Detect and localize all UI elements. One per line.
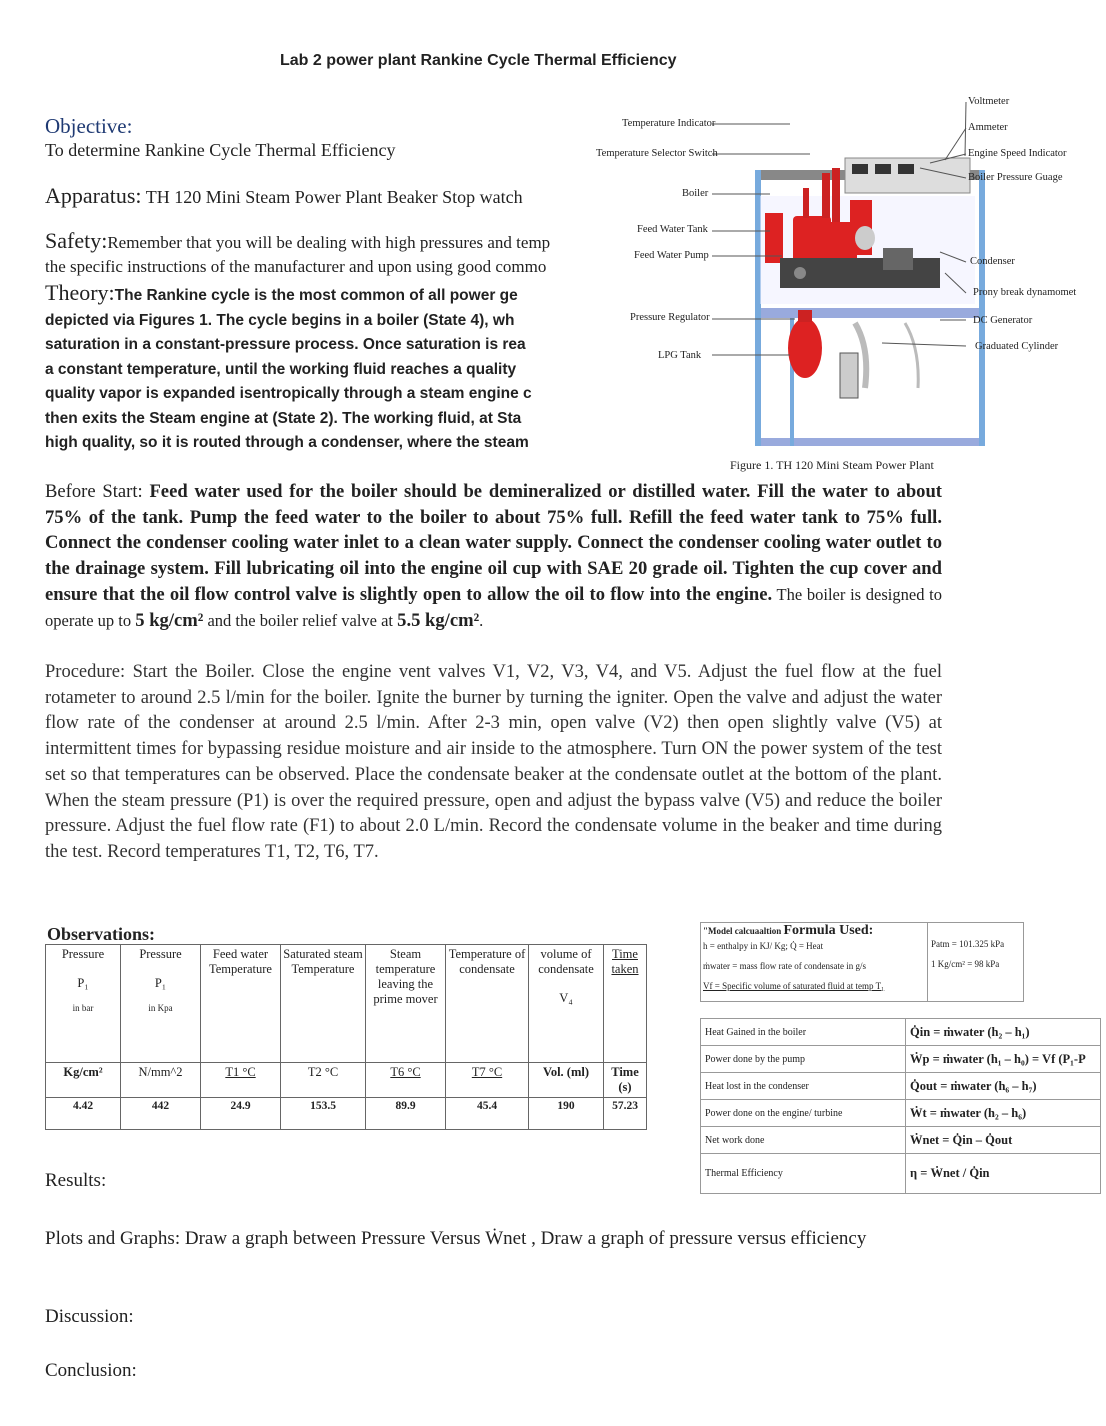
label-engine-speed-indicator: Engine Speed Indicator bbox=[968, 148, 1067, 159]
formula-row: Thermal Efficiency η = Ẇnet / Q̇in bbox=[701, 1154, 1101, 1194]
unit-cell: T7 °C bbox=[446, 1063, 529, 1098]
label-voltmeter: Voltmeter bbox=[968, 96, 1010, 107]
data-cell: 89.9 bbox=[366, 1098, 446, 1130]
steam-plant-illustration bbox=[600, 88, 1106, 460]
unit-cell: Kg/cm² bbox=[46, 1063, 121, 1098]
before-start-note: The boiler is designed to operate up to bbox=[45, 584, 942, 630]
unit-cell: Time (s) bbox=[604, 1063, 647, 1098]
data-cell: 4.42 bbox=[46, 1098, 121, 1130]
label-boiler: Boiler bbox=[682, 188, 709, 199]
before-start-label: Before Start: bbox=[45, 481, 150, 502]
data-cell: 24.9 bbox=[201, 1098, 281, 1130]
data-cell: 442 bbox=[121, 1098, 201, 1130]
header-cell: Feed water Temperature bbox=[201, 945, 281, 1063]
observations-table bbox=[45, 944, 647, 1130]
apparatus-figure bbox=[596, 88, 1106, 460]
theory-section bbox=[45, 281, 600, 456]
theory-line: depicted via Figures 1. The cycle begins in a boiler (State 4), wh bbox=[45, 311, 515, 329]
results-heading: Results: bbox=[45, 1170, 107, 1191]
formula-row: Net work done Ẇnet = Q̇in – Q̇out bbox=[701, 1127, 1101, 1154]
safety-line: Remember that you will be dealing with high pressures and temp bbox=[107, 233, 551, 252]
formula-row: Heat lost in the condenser Q̇out = ṁwater (h₆ – h₇) bbox=[701, 1073, 1101, 1100]
header-cell: Pressure P₁ in bar bbox=[46, 945, 121, 1063]
model-calculation-label: "Model calcuaaltion bbox=[703, 926, 782, 936]
label-temperature-indicator: Temperature Indicator bbox=[622, 118, 716, 129]
before-start-note: and the boiler relief valve at bbox=[203, 610, 398, 630]
unit-cell: Vol. (ml) bbox=[529, 1063, 604, 1098]
unit-cell: T6 °C bbox=[366, 1063, 446, 1098]
theory-heading: Theory: bbox=[45, 281, 115, 305]
label-prony-brake-dynamometer: Prony break dynamomet bbox=[973, 287, 1077, 298]
label-pressure-regulator: Pressure Regulator bbox=[630, 312, 710, 323]
data-cell: 57.23 bbox=[604, 1098, 647, 1130]
label-boiler-pressure-gauge: Boiler Pressure Guage bbox=[968, 172, 1063, 183]
formula-table bbox=[700, 1018, 1101, 1194]
before-start-instructions: Feed water used for the boiler should be demineralized or distilled water. Fill the water to about 75% of the tank. Pump the feed water to the boiler to about 75% full. Refill the feed water tank to 75% full. Connect the condenser cooling water inlet to a clean water supply. Connect the condenser cooling water outlet to the drainage system. Fill lubricating oil into the engine oil cup with SAE 20 grade oil. Tighten the cup cover and ensure that the oil flow control valve is slightly open to allow the oil to flow into the engine. bbox=[45, 481, 943, 605]
before-start-section bbox=[45, 479, 942, 633]
apparatus-text: TH 120 Mini Steam Power Plant Beaker Stop watch bbox=[141, 187, 523, 207]
data-cell: 153.5 bbox=[281, 1098, 366, 1130]
theory-line: then exits the Steam engine at (State 2). The working fluid, at Sta bbox=[45, 409, 522, 427]
plots-instructions: Plots and Graphs: Draw a graph between Pressure Versus Ẇnet , Draw a graph of pressure versus efficiency bbox=[45, 1228, 867, 1249]
label-feed-water-pump: Feed Water Pump bbox=[634, 250, 709, 261]
unit-cell: N/mm^2 bbox=[121, 1063, 201, 1098]
formula-divider bbox=[927, 923, 928, 1001]
conclusion-heading: Conclusion: bbox=[45, 1360, 137, 1381]
formula-definitions bbox=[700, 922, 1024, 1002]
table-header-row bbox=[46, 945, 647, 1063]
header-cell: Saturated steam Temperature bbox=[281, 945, 366, 1063]
label-feed-water-tank: Feed Water Tank bbox=[637, 224, 708, 235]
label-lpg-tank: LPG Tank bbox=[658, 350, 702, 361]
formula-definition: ṁwater = mass flow rate of condensate in g/s bbox=[703, 961, 867, 971]
theory-line: saturation in a constant-pressure process. Once saturation is rea bbox=[45, 336, 526, 353]
objective-heading: Objective: bbox=[45, 114, 133, 138]
formula-row: Heat Gained in the boiler Q̇in = ṁwater (h₂ – h₁) bbox=[701, 1019, 1101, 1046]
formula-definition: Vf = Specific volume of saturated fluid at temp T₁ bbox=[703, 981, 885, 991]
label-graduated-cylinder: Graduated Cylinder bbox=[975, 341, 1059, 352]
label-temperature-selector-switch: Temperature Selector Switch bbox=[596, 148, 718, 159]
safety-section bbox=[45, 229, 600, 279]
table-row bbox=[46, 1098, 647, 1130]
header-cell: Steam temperature leaving the prime mover bbox=[366, 945, 446, 1063]
theory-line: quality vapor is expanded isentropically through a steam engine c bbox=[45, 385, 532, 402]
data-cell: 190 bbox=[529, 1098, 604, 1130]
theory-line: high quality, so it is routed through a condenser, where the steam bbox=[45, 434, 529, 451]
theory-line: a constant temperature, until the working fluid reaches a quality bbox=[45, 360, 517, 378]
theory-line: The Rankine cycle is the most common of all power ge bbox=[114, 287, 518, 304]
header-cell: Pressure P₁ in Kpa bbox=[121, 945, 201, 1063]
label-dc-generator: DC Generator bbox=[973, 315, 1033, 326]
label-ammeter: Ammeter bbox=[968, 122, 1008, 133]
header-cell: volume of condensate V₄ bbox=[529, 945, 604, 1063]
header-cell: Time taken bbox=[604, 945, 647, 1063]
figure-caption: Figure 1. TH 120 Mini Steam Power Plant bbox=[730, 458, 934, 472]
formula-heading: Formula Used: bbox=[783, 923, 874, 938]
formula-definition: h = enthalpy in KJ/ Kg; Q̇ = Heat bbox=[703, 941, 824, 951]
safety-line: the specific instructions of the manufacturer and upon using good commo bbox=[45, 257, 547, 276]
apparatus-heading: Apparatus: bbox=[45, 183, 142, 208]
procedure-section: Procedure: Start the Boiler. Close the engine vent valves V1, V2, V3, V4, and V5. Adjust the fuel flow at the fuel rotameter to around 2.5 l/min for the boiler. Ignite the burner by turning the igniter. Open the valve and adjust the water flow rate of the condenser at around 2.5 l/min. After 2-3 min, open valve (V2) then open slightly valve (V5) at intermittent times for bypassing residue moisture and air inside to the atmosphere. Turn ON the power system of the test set so that temperatures can be observed. Place the condensate beaker at the condensate outlet at the bottom of the plant. When the steam pressure (P1) is over the required pressure, open and adjust the bypass valve (V5) and reduce the boiler pressure. Adjust the fuel flow rate (F1) to about 2.0 L/min. Record the condensate volume in the beaker and time during the test. Record temperatures T1, T2, T6, T7. bbox=[45, 662, 942, 862]
formula-row: Power done by the pump Ẇp = ṁwater (h₁ – h₀) = Vf (P₁-P bbox=[701, 1046, 1101, 1073]
formula-row: Power done on the engine/ turbine Ẇt = ṁwater (h₂ – h₆) bbox=[701, 1100, 1101, 1127]
header-cell: Temperature of condensate bbox=[446, 945, 529, 1063]
boiler-max-pressure: 5 kg/cm² bbox=[135, 609, 204, 631]
unit-cell: T2 °C bbox=[281, 1063, 366, 1098]
document-title: Lab 2 power plant Rankine Cycle Thermal Efficiency bbox=[280, 52, 677, 69]
atm-pressure-constant: Patm = 101.325 kPa bbox=[931, 939, 1005, 949]
pressure-conversion-constant: 1 Kg/cm² = 98 kPa bbox=[931, 959, 1000, 969]
discussion-heading: Discussion: bbox=[45, 1306, 134, 1327]
safety-heading: Safety: bbox=[45, 229, 108, 253]
units-row bbox=[46, 1063, 647, 1098]
apparatus-line bbox=[45, 183, 523, 209]
observations-heading: Observations: bbox=[47, 924, 155, 944]
unit-cell: T1 °C bbox=[201, 1063, 281, 1098]
relief-valve-pressure: 5.5 kg/cm² bbox=[397, 609, 480, 631]
data-cell: 45.4 bbox=[446, 1098, 529, 1130]
objective-text: To determine Rankine Cycle Thermal Efficiency bbox=[45, 140, 396, 160]
label-condenser: Condenser bbox=[970, 256, 1015, 267]
before-start-note: . bbox=[479, 610, 484, 630]
